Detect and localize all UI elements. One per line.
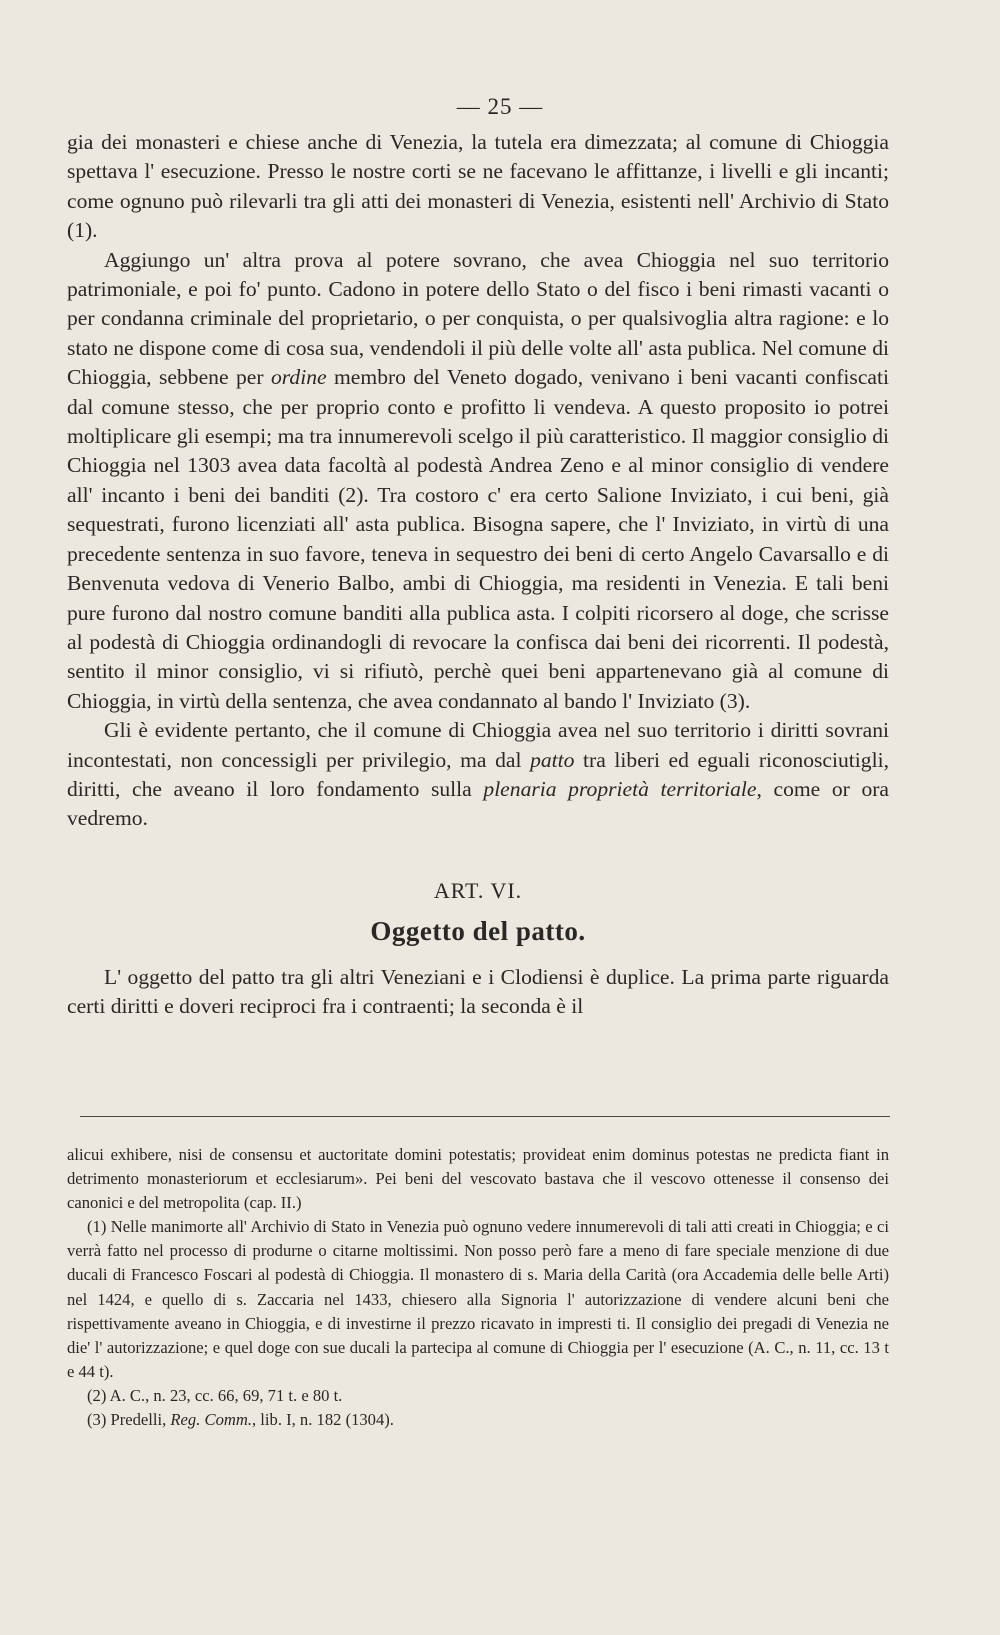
italic-reg-comm: Reg. Comm. [170,1410,252,1430]
paragraph-2-text-cont: membro del Veneto dogado, venivano i beni vacanti confiscati dal comune stesso, che per proprio conto e profitto li vendeva. A questo proposito io potrei moltiplicare gli esempi; ma tra innumerevoli scelgo il più caratteristico. Il maggior consiglio di Chioggia nel 1303 avea data facoltà al podestà Andrea Zeno e al minor consiglio di vendere all' incanto i beni dei banditi (2). Tra costoro c' era certo Salione Inviziato, i cui beni, già sequestrati, furono licenziati all' asta publica. Bisogna sapere, che l' Inviziato, in virtù di una precedente sentenza in suo favore, teneva in sequestro dei beni di certo Angelo Cavarsallo e di Benvenuta vedova di Venerio Balbo, ambi di Chioggia, ma residenti in Venezia. E tali beni pure furono dal nostro comune banditi alla publica asta. I colpiti ricorsero al doge, che scrisse al podestà di Chioggia ordinandogli di revocare la confisca dai beni dei ricorrenti. Il podestà, sentito il minor consiglio, vi si rifiutò, perchè quei beni appartenevano già al comune di Chioggia, in virtù della sentenza, che avea condannato al bando l' Inviziato (3). [67,365,889,713]
paragraph-1: gia dei monasteri e chiese anche di Venezia, la tutela era dimezzata; al comune di Chioggia spettava l' esecuzione. Presso le nostre corti se ne facevano le affittanze, i livelli e gli incanti; come ognuno può rilevarli tra gli atti dei monasteri di Venezia, esistenti nell' Archivio di Stato (1). [67,130,889,243]
section-heading: ART. VI. [433,877,523,903]
paragraph-3-text: Gli è evidente pertanto, che il comune di Chioggia avea nel suo territorio i diritti sovrani incontestati, non concessigli per privilegio, ma dal [67,718,889,772]
footnote-3-text-end: , lib. I, n. 182 (1304). [252,1410,394,1430]
italic-plenaria: plenaria proprietà territoriale [483,776,757,801]
page-number: — 25 — [456,94,544,119]
footnote-3 [67,1408,889,1432]
footnote-3-text: (3) Predelli, [87,1410,167,1430]
section-title: Oggetto del patto. [370,916,586,947]
paragraph-2 [67,246,889,717]
footnote-1: (1) Nelle manimorte all' Archivio di Stato in Venezia può ognuno vedere innumerevoli di tali atti creati in Chioggia; e ci verrà fatto nel processo di produrne o citarne moltissimi. Non posso però fare a meno di fare speciale menzione di due ducali di Francesco Foscari al podestà di Chioggia. Il monastero di s. Maria della Carità (ora Accademia delle belle Arti) nel 1424, e quello di s. Zaccaria nel 1433, chiesero alla Signoria l' autorizzazione di vendere alcuni beni che rispettivamente aveano in Chioggia, e di investirne il prezzo ricavato in impresti ti. Il consiglio dei pregadi di Venezia ne die' l' autorizzazione; e quel doge con sue ducali la partecipa al comune di Chioggia per l' esecuzione (A. C., n. 11, cc. 13 t e 44 t). [67,1217,889,1381]
italic-patto: patto [530,747,575,772]
footnote-2: (2) A. C., n. 23, cc. 66, 69, 71 t. e 80 t. [87,1385,343,1405]
paragraph-3-text-cont: tra liberi ed eguali riconosciutigli, diritti, che aveano il loro fondamento sulla [67,747,889,801]
italic-ordine: ordine [271,365,327,390]
paragraph-3-text-end: , come or ora vedremo. [67,776,890,831]
paragraph-4: L' oggetto del patto tra gli altri Veneziani e i Clodiensi è duplice. La prima parte riguarda certi diritti e doveri reciproci fra i contraenti; la seconda è il [67,964,889,1018]
paragraph-2-text: Aggiungo un' altra prova al potere sovrano, che avea Chioggia nel suo territorio patrimoniale, e poi fo' punto. Cadono in potere dello Stato o del fisco i beni rimasti vacanti o per condanna criminale del proprietario, o per conquista, o per qualsivoglia altra ragione: e lo stato ne dispone come di cosa sua, vendendoli il più delle volte all' asta publica. Nel comune di Chioggia, sebbene per [67,247,889,390]
footnote-divider [80,1116,890,1117]
paragraph-3 [67,716,889,834]
footnote-continuation: alicui exhibere, nisi de consensu et auctoritate domini potestatis; provideat enim dominus potestas ne predicta fiant in detrimento monasteriorum et ecclesiarum». Pei beni del vescovato bastava che il vescovo ottenesse il consenso dei canonici e del metropolita (cap. II.) [67,1145,889,1213]
footnotes [67,1143,889,1432]
main-text [67,128,889,1021]
